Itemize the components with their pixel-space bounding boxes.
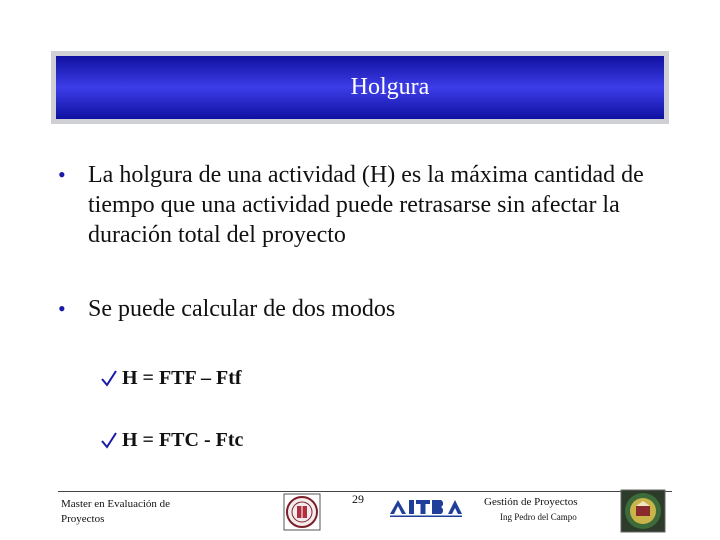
bullet-dot-icon: • (58, 296, 66, 321)
slide-title: Holgura (350, 74, 430, 100)
bullet-dot-icon: • (58, 162, 66, 187)
footer-subject-title: Gestión de Proyectos (484, 496, 578, 508)
itba-logo-icon (388, 496, 468, 518)
footer-subject (484, 496, 604, 522)
bullet-item (58, 160, 698, 250)
footer-divider (58, 491, 672, 492)
footer-course-line2: Proyectos (61, 513, 105, 525)
university-seal-icon (283, 493, 321, 531)
checkmark-icon (100, 428, 118, 452)
footer-course-line1: Master en Evaluación de (61, 498, 171, 510)
page-number: 29 (352, 492, 364, 506)
institution-crest-icon (620, 489, 666, 533)
title-bar (56, 56, 664, 119)
checkmark-icon (100, 366, 118, 390)
footer-course (61, 497, 231, 527)
bullet-item (58, 294, 698, 324)
footer-author: Ing Pedro del Campo (500, 512, 577, 522)
bullet-text: Se puede calcular de dos modos (88, 296, 396, 322)
formula-item (100, 366, 243, 390)
slide-content (58, 160, 698, 324)
formula-text: H = FTF – Ftf (122, 367, 242, 389)
formula-list (100, 366, 243, 452)
title-frame (51, 51, 669, 124)
formula-text: H = FTC - Ftc (122, 429, 244, 451)
formula-item (100, 428, 243, 452)
bullet-text: La holgura de una actividad (H) es la máxima cantidad de tiempo que una actividad puede retrasarse sin afectar la duración total del proyecto (88, 162, 644, 248)
